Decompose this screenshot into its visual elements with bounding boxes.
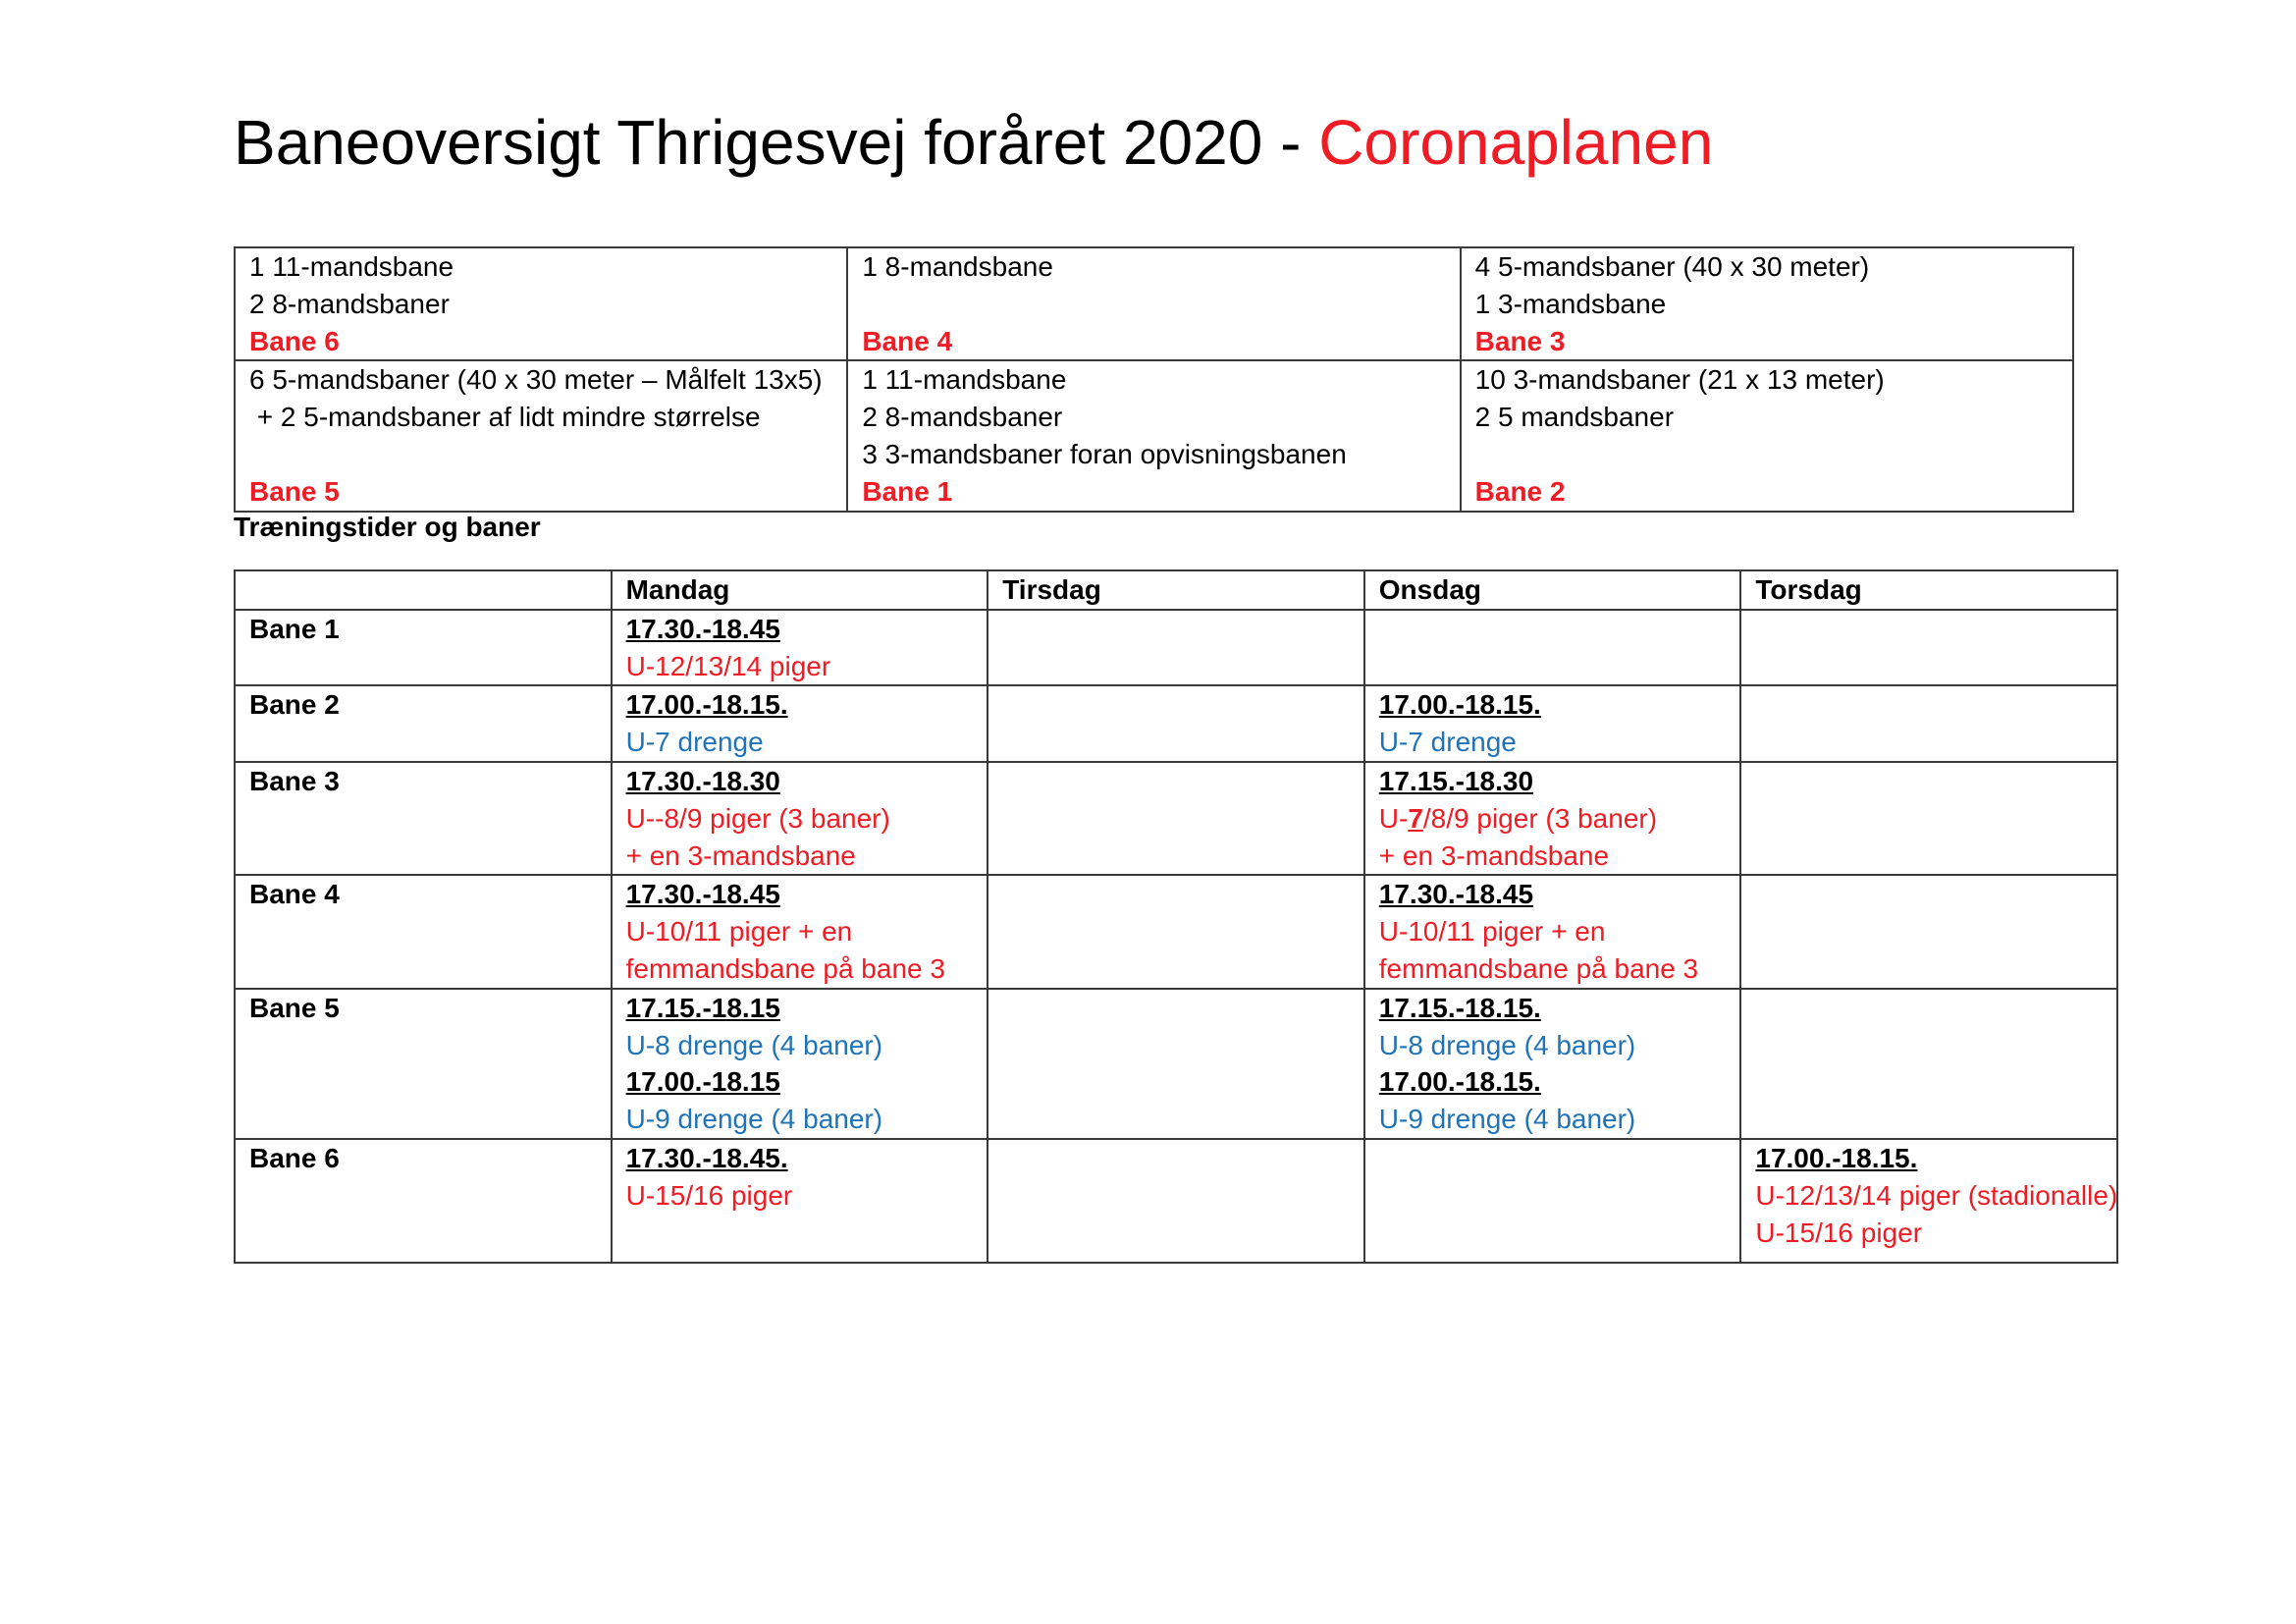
cell-tirsdag [988, 875, 1364, 988]
schedule-row-bane-5 [235, 989, 2117, 1139]
cell-onsdag [1364, 685, 1741, 762]
field-cell-bane-3 [1461, 247, 2073, 360]
field-cell-bane-2 [1461, 360, 2073, 511]
cell-onsdag [1364, 610, 1741, 686]
cell-torsdag [1740, 1139, 2117, 1263]
team-entry: U-8 drenge (4 baner) [625, 1029, 883, 1060]
team-entry: U-9 drenge (4 baner) [1378, 1104, 1636, 1135]
row-label: Bane 5 [235, 989, 612, 1139]
cell-tirsdag [988, 1139, 1364, 1263]
time-slot: 17.00.-18.15 [625, 1066, 780, 1098]
time-slot: 17.15.-18.15. [1378, 992, 1541, 1023]
field-cell-bane-4 [847, 247, 1460, 360]
row-label: Bane 2 [235, 685, 612, 762]
row-label: Bane 6 [235, 1139, 612, 1263]
header-cell-torsdag: Torsdag [1740, 570, 2117, 610]
team-entry [1379, 800, 1727, 838]
team-entry: U-7 drenge [1378, 727, 1517, 758]
time-slot: 17.30.-18.30 [625, 765, 780, 796]
time-slot: 17.00.-18.15. [1378, 689, 1541, 721]
schedule-row-bane-1 [235, 610, 2117, 686]
team-entry: femmandsbane på bane 3 [625, 952, 945, 984]
team-entry: + en 3-mandsbane [1378, 839, 1610, 871]
field-cell-bane-1 [847, 360, 1460, 511]
team-suffix: /8/9 piger (3 baner) [1422, 802, 1658, 834]
field-row [235, 360, 2073, 511]
field-label: Bane 3 [1474, 325, 1566, 356]
team-entry: U-15/16 piger [1755, 1217, 1923, 1248]
field-line: 2 5 mandsbaner [1474, 402, 1675, 433]
cell-onsdag [1364, 989, 1741, 1139]
header-cell-empty [235, 570, 612, 610]
field-line [862, 286, 1445, 323]
cell-onsdag [1364, 875, 1741, 988]
header-cell-mandag: Mandag [612, 570, 988, 610]
field-label: Bane 2 [1474, 475, 1566, 507]
cell-mandag [612, 685, 988, 762]
schedule-row-bane-2 [235, 685, 2117, 762]
team-entry: U-10/11 piger + en [1378, 916, 1606, 947]
row-label: Bane 1 [235, 610, 612, 686]
cell-onsdag [1364, 762, 1741, 875]
field-overview-table [234, 246, 2074, 513]
field-line: 1 11-mandsbane [862, 364, 1067, 396]
field-label: Bane 5 [249, 475, 340, 507]
field-line: 4 5-mandsbaner (40 x 30 meter) [1474, 251, 1870, 282]
team-entry: U-10/11 piger + en [625, 916, 853, 947]
cell-tirsdag [988, 762, 1364, 875]
field-line: 10 3-mandsbaner (21 x 13 meter) [1474, 364, 1885, 396]
cell-tirsdag [988, 685, 1364, 762]
cell-torsdag [1740, 762, 2117, 875]
cell-mandag [612, 1139, 988, 1263]
field-line: 6 5-mandsbaner (40 x 30 meter – Målfelt 13x5) [249, 364, 823, 396]
field-row [235, 247, 2073, 360]
field-label: Bane 6 [249, 325, 340, 356]
team-entry: U-9 drenge (4 baner) [625, 1104, 883, 1135]
time-slot: 17.15.-18.15 [625, 992, 780, 1023]
cell-torsdag [1740, 875, 2117, 988]
schedule-row-bane-4 [235, 875, 2117, 988]
field-line: 1 8-mandsbane [862, 251, 1053, 282]
team-highlight: 7 [1408, 802, 1423, 834]
field-line: 3 3-mandsbaner foran opvisningsbanen [862, 438, 1347, 469]
header-cell-onsdag: Onsdag [1364, 570, 1741, 610]
team-entry: + en 3-mandsbane [625, 839, 856, 871]
field-line [249, 436, 832, 473]
cell-onsdag [1364, 1139, 1741, 1263]
row-label: Bane 4 [235, 875, 612, 988]
time-slot: 17.15.-18.30 [1378, 765, 1534, 796]
field-cell-bane-5 [235, 360, 847, 511]
time-slot: 17.30.-18.45. [625, 1142, 788, 1173]
team-prefix: U- [1378, 802, 1409, 834]
time-slot: 17.00.-18.15. [1378, 1066, 1541, 1098]
time-slot: 17.30.-18.45 [1378, 879, 1534, 910]
row-label: Bane 3 [235, 762, 612, 875]
page-title [234, 98, 1713, 187]
schedule-row-bane-3 [235, 762, 2117, 875]
field-line: 1 3-mandsbane [1474, 288, 1667, 319]
team-entry: U-15/16 piger [625, 1179, 793, 1211]
title-main: Baneoversigt Thrigesvej foråret 2020 - [234, 107, 1319, 178]
field-line: 2 8-mandsbaner [862, 402, 1063, 433]
schedule-heading: Træningstider og baner [234, 512, 541, 542]
field-line [1475, 436, 2058, 473]
field-cell-bane-6 [235, 247, 847, 360]
time-slot: 17.30.-18.45 [625, 879, 780, 910]
cell-torsdag [1740, 685, 2117, 762]
team-entry: U--8/9 piger (3 baner) [625, 802, 890, 834]
cell-tirsdag [988, 610, 1364, 686]
cell-torsdag [1740, 989, 2117, 1139]
team-entry: U-8 drenge (4 baner) [1378, 1029, 1636, 1060]
schedule-table [234, 569, 2118, 1264]
team-entry: femmandsbane på bane 3 [1378, 952, 1699, 984]
cell-mandag [612, 875, 988, 988]
schedule-row-bane-6 [235, 1139, 2117, 1263]
cell-mandag [612, 610, 988, 686]
header-cell-tirsdag: Tirsdag [988, 570, 1364, 610]
time-slot: 17.00.-18.15. [625, 689, 788, 721]
time-slot: 17.00.-18.15. [1755, 1142, 1918, 1173]
title-accent: Coronaplanen [1318, 107, 1714, 178]
field-line: 2 8-mandsbaner [249, 288, 450, 319]
team-entry: U-12/13/14 piger (stadionalle) [1755, 1179, 2118, 1211]
field-label: Bane 1 [862, 475, 953, 507]
cell-mandag [612, 989, 988, 1139]
team-entry: U-7 drenge [625, 727, 764, 758]
field-line: 1 11-mandsbane [249, 251, 454, 282]
team-entry: U-12/13/14 piger [625, 650, 831, 681]
field-line: + 2 5-mandsbaner af lidt mindre størrelse [249, 402, 761, 433]
time-slot: 17.30.-18.45 [625, 613, 780, 644]
cell-mandag [612, 762, 988, 875]
cell-tirsdag [988, 989, 1364, 1139]
cell-torsdag [1740, 610, 2117, 686]
field-label: Bane 4 [862, 325, 953, 356]
schedule-header-row [235, 570, 2117, 610]
